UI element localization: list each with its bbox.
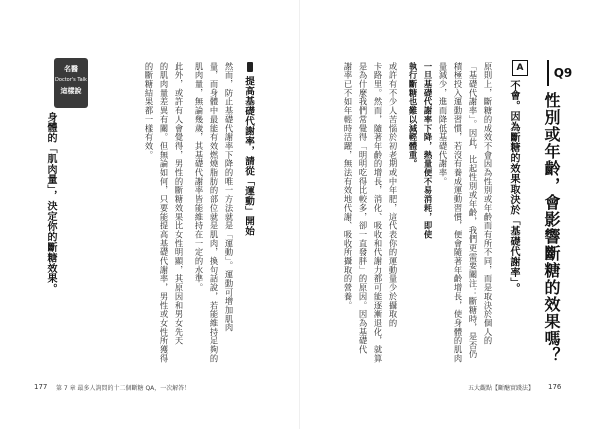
body-line: 積極投入運動習慣，若沒有養成運動習慣，便會隨著年齡增長，使身體的肌肉 [453, 62, 463, 363]
subheading-marker-icon [247, 62, 253, 72]
emphasis-line: 一旦基礎代謝率下降，熱量便不易消耗，即使 [423, 62, 433, 239]
body-line: 量，而身體中最能有效燃燒脂肪的部位就是肌肉，換句話說，若能維持足夠的 [209, 62, 219, 363]
page-number: 176 [548, 383, 562, 391]
badge-label-cn2: 這樣說 [60, 87, 82, 95]
footer-label: 五大觀點【斷醣實踐法】 [468, 385, 535, 392]
body-line: 「基礎代謝率」。因此，比起性別或年齡，我們更需要關注：斷糖時，是否仍 [468, 62, 478, 359]
body-line: 謝率已不如年輕時活躍，無法有效地代謝、吸收所攝取的營養。 [343, 62, 353, 310]
body-line: 原則上，斷糖的成效不會因為性別或年齡而有所不同，而是取決於個人的 [483, 62, 493, 346]
page-number: 177 [34, 383, 48, 391]
emphasis-line: 執行斷糖也難以減輕體重。 [408, 62, 418, 169]
question-title: 性別或年齡，會影響斷糖的效果嗎？ [542, 92, 561, 364]
doctors-talk-text: 身體的「肌肉量」，決定你的斷糖效果。 [45, 112, 56, 295]
answer-text: 不會。因為斷糖的效果取決於「基礎代謝率」。 [508, 80, 519, 294]
body-line: 肌肉量，無論幾歲，其基礎代謝率皆能維持在一定的水準。 [194, 62, 204, 293]
body-line: 或許有不少人苦惱於初老期或中年肥，這代表你的運動量少於攝取的 [388, 62, 398, 328]
footer-label: 第 7 章 最多人詢問的十二個斷糖 QA，一次解答！ [56, 385, 191, 392]
body-line: 是為什麼我們常覺得「明明吃得比較多，卻一直發胖」的原因。因為基礎代 [358, 62, 368, 355]
subheading: 提高基礎代謝率，請從「運動」開始 [243, 76, 254, 236]
body-line: 此外，或許有人會覺得，男性的斷糖效果比女性明顯，其原因和男女先天 [174, 62, 184, 346]
badge-label-cn: 名醫 [64, 65, 78, 73]
answer-marker: A [512, 60, 528, 76]
body-line: 的斷糖結果都一樣有效。 [144, 62, 154, 160]
body-line: 然而，防止基礎代謝率下降的唯一方法就是「運動」。運動可增加肌肉 [224, 62, 234, 333]
question-number: Q9 [547, 60, 577, 86]
doctors-talk-badge [54, 58, 88, 108]
body-line: 的肌肉量差異有關。但無論如何，只要能提高基礎代謝率，男性或女性所獲得 [159, 62, 169, 363]
badge-label-en: Doctor's Talk [55, 77, 87, 83]
body-line: 量減少，進而降低基礎代謝率。 [438, 62, 448, 186]
body-line: 卡路里。然而，隨著年齡的增長，消化、吸收和代謝力都可能逐漸退化，就算 [373, 62, 383, 363]
